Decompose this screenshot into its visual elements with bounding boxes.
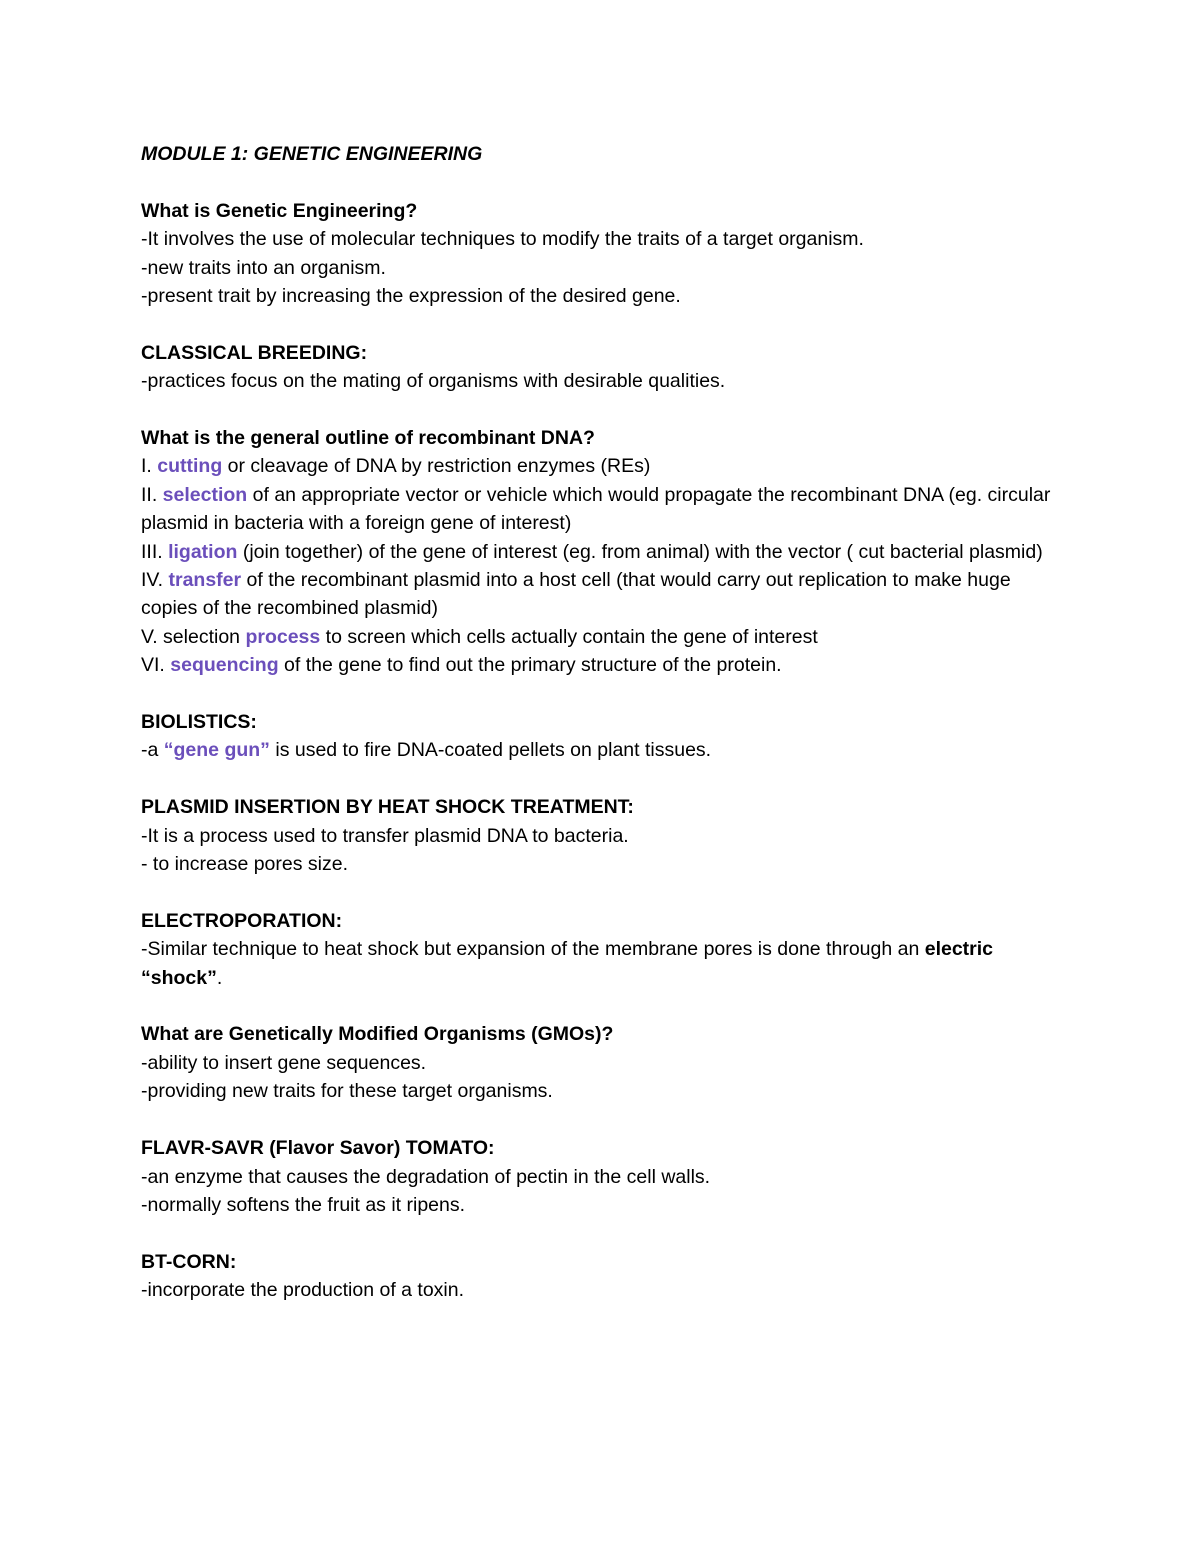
ge-line: -It involves the use of molecular techniques to modify the traits of a target organism. [141, 228, 864, 251]
spacer [141, 310, 1071, 338]
step-prefix: IV. [141, 569, 169, 592]
document-title: MODULE 1: GENETIC ENGINEERING [141, 143, 483, 165]
flavr-line: -an enzyme that causes the degradation of pectin in the cell walls. [141, 1165, 711, 1188]
heading-heat-shock: PLASMID INSERTION BY HEAT SHOCK TREATMENT: [141, 796, 634, 819]
heading-flavr-savr: FLAVR-SAVR (Flavor Savor) TOMATO: [141, 1137, 495, 1160]
bt-line: -incorporate the production of a toxin. [141, 1279, 465, 1302]
heatshock-line: - to increase pores size. [141, 853, 349, 876]
rdna-step [141, 481, 1071, 538]
rdna-step [141, 566, 1071, 623]
heading-biolistics: BIOLISTICS: [141, 711, 257, 734]
step-keyword: cutting [157, 455, 223, 478]
heatshock-line: -It is a process used to transfer plasmid DNA to bacteria. [141, 824, 629, 847]
step-text: or cleavage of DNA by restriction enzymes (REs) [222, 455, 651, 478]
step-keyword: transfer [168, 569, 242, 592]
step-text: of the recombinant plasmid into a host cell (that would carry out replication to make huge copies of the recombined plasmid) [141, 569, 1011, 620]
step-keyword: process [245, 625, 321, 648]
step-prefix: V. selection [141, 625, 246, 648]
biolistics-line [141, 736, 1071, 764]
flavr-line: -normally softens the fruit as it ripens. [141, 1193, 466, 1216]
spacer [141, 878, 1071, 906]
step-keyword: selection [162, 483, 248, 506]
heading-genetic-engineering: What is Genetic Engineering? [141, 199, 418, 222]
gmo-line: -ability to insert gene sequences. [141, 1051, 427, 1074]
rdna-step [141, 623, 1071, 651]
step-keyword: sequencing [170, 654, 279, 677]
heading-electroporation: ELECTROPORATION: [141, 909, 343, 932]
spacer [141, 396, 1071, 424]
step-text: of the gene to find out the primary structure of the protein. [278, 654, 782, 677]
biolistics-keyword: “gene gun” [163, 739, 270, 762]
step-prefix: III. [141, 540, 169, 563]
biolistics-prefix: -a [141, 739, 164, 762]
electro-end: . [216, 966, 223, 989]
spacer [141, 765, 1071, 793]
document-page [141, 140, 1071, 1305]
ge-line: -present trait by increasing the expression of the desired gene. [141, 285, 681, 308]
electro-line [141, 935, 1071, 992]
gmo-line: -providing new traits for these target organisms. [141, 1080, 553, 1103]
heading-bt-corn: BT-CORN: [141, 1250, 237, 1273]
heading-classical-breeding: CLASSICAL BREEDING: [141, 341, 368, 364]
ge-line: -new traits into an organism. [141, 256, 386, 279]
biolistics-text: is used to fire DNA-coated pellets on plant tissues. [269, 739, 712, 762]
step-text: to screen which cells actually contain the gene of interest [320, 625, 818, 648]
electro-bold: electric “shock” [141, 938, 994, 989]
spacer [141, 680, 1071, 708]
step-prefix: VI. [141, 654, 171, 677]
rdna-step [141, 651, 1071, 679]
spacer [141, 168, 1071, 196]
rdna-step [141, 538, 1071, 566]
step-prefix: II. [141, 483, 163, 506]
step-text: of an appropriate vector or vehicle which would propagate the recombinant DNA (eg. circular plasmid in bacteria with a foreign gene of interest) [141, 483, 1051, 535]
rdna-step [141, 452, 1071, 480]
heading-gmo: What are Genetically Modified Organisms (GMOs)? [141, 1023, 614, 1046]
electro-text: -Similar technique to heat shock but expansion of the membrane pores is done through an [141, 938, 925, 961]
spacer [141, 1219, 1071, 1247]
step-text: (join together) of the gene of interest (eg. from animal) with the vector ( cut bacterial plasmid) [237, 540, 1043, 563]
spacer [141, 992, 1071, 1020]
step-prefix: I. [141, 455, 158, 478]
spacer [141, 1106, 1071, 1134]
heading-recombinant-dna: What is the general outline of recombinant DNA? [141, 427, 595, 450]
step-keyword: ligation [168, 540, 238, 563]
breeding-line: -practices focus on the mating of organisms with desirable qualities. [141, 370, 726, 393]
